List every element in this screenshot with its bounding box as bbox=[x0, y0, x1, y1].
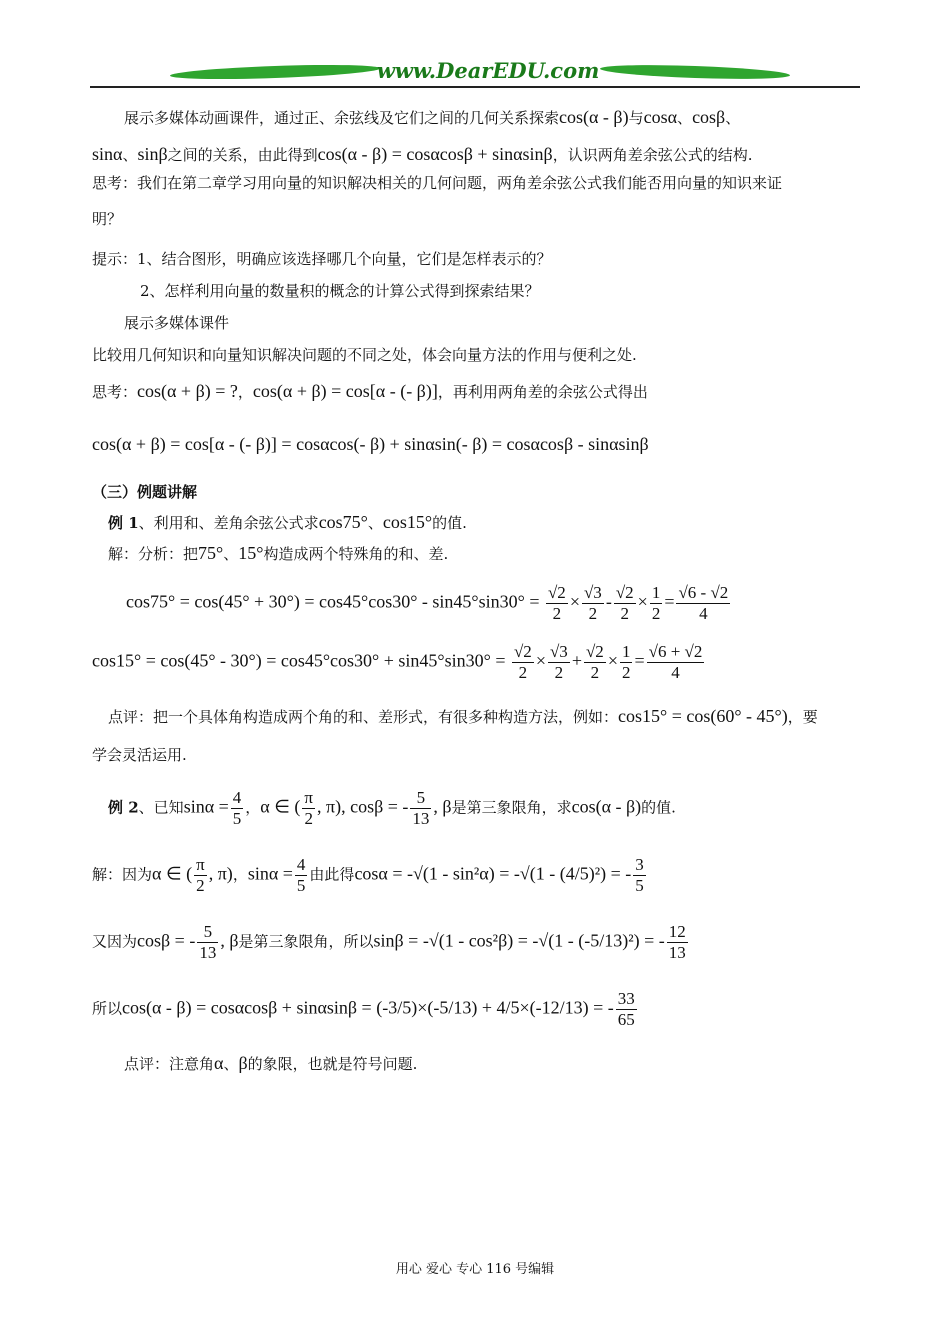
equation-cos75: cos75° = cos(45° + 30°) = cos45°cos30° - sin45°sin30° = $\frac{√2}{2}$ × $\frac{√3}{2}$ - $\frac{√2}{2}$ × $\frac{1}{2}$ = $\frac{√6 - √2}{4}$ bbox=[126, 583, 729, 623]
equation-cos15: cos15° = cos(45° - 30°) = cos45°cos30° + sin45°sin30° = $\frac{√2}{2}$ × $\frac{√3}{2}$ + $\frac{√2}{2}$ × $\frac{1}{2}$ = $\frac{√6 + √2}{4}$ bbox=[92, 642, 703, 682]
fraction: $\frac{√2}{2}$ bbox=[585, 642, 604, 682]
hint-1: 提示：1、结合图形，明确应该选择哪几个向量，它们是怎样表示的？ bbox=[92, 250, 552, 268]
right-leaf-decoration bbox=[600, 63, 790, 82]
fraction: $\frac{√2}{2}$ bbox=[547, 583, 566, 623]
header-rule bbox=[90, 86, 860, 88]
fraction: $\frac{33}{65}$ bbox=[617, 989, 635, 1029]
left-leaf-decoration bbox=[170, 62, 380, 81]
fraction: $\frac{12}{13}$ bbox=[668, 922, 686, 962]
fraction: $\frac{\pi}{2}$ bbox=[304, 788, 313, 828]
fraction: $\frac{5}{13}$ bbox=[199, 922, 217, 962]
hint-2: 2、怎样利用向量的数量积的概念的计算公式得到探索结果？ bbox=[140, 282, 540, 300]
solution-line-1: 解：因为α ∈ ( $\frac{\pi}{2}$ , π)，sinα = $\frac{4}{5}$ 由此得cosα = -√(1 - sin²α) = -√(1 - (4/5)²) = - $\frac{3}{5}$ bbox=[92, 855, 644, 895]
fraction: $\frac{4}{5}$ bbox=[232, 788, 242, 828]
example-2: 例 2、已知sinα = $\frac{4}{5}$ ，α ∈ ( $\frac{\pi}{2}$ , π), cosβ = - $\frac{5}{13}$ , β是第三象限角，求cos(α - β)的值. bbox=[108, 788, 676, 828]
example-1-analysis: 解：分析：把75°、15°构造成两个特殊角的和、差. bbox=[108, 543, 449, 563]
fraction: $\frac{1}{2}$ bbox=[621, 642, 631, 682]
fraction: $\frac{\pi}{2}$ bbox=[196, 855, 205, 895]
fraction: $\frac{√3}{2}$ bbox=[583, 583, 602, 623]
comment-2: 点评：注意角α、β的象限，也就是符号问题. bbox=[124, 1053, 418, 1073]
fraction: $\frac{√2}{2}$ bbox=[513, 642, 532, 682]
solution-line-2: 又因为cosβ = - $\frac{5}{13}$ , β是第三象限角，所以sinβ = -√(1 - cos²β) = -√(1 - (-5/13)²) = - $\frac{12}{13}$ bbox=[92, 922, 686, 962]
paragraph-2: sinα、sinβ之间的关系，由此得到cos(α - β) = cosαcosβ + sinαsinβ，认识两角差余弦公式的结构. bbox=[92, 144, 753, 164]
paragraph-1: 展示多媒体动画课件，通过正、余弦线及它们之间的几何关系探索cos(α - β)与cosα、cosβ、 bbox=[124, 107, 741, 127]
page-footer: 用心 爱心 专心 116 号编辑 bbox=[395, 1262, 555, 1277]
section-heading: （三）例题讲解 bbox=[92, 483, 198, 501]
paragraph-3: 思考：我们在第二章学习用向量的知识解决相关的几何问题，两角差余弦公式我们能否用向量的知识来证 bbox=[92, 174, 783, 192]
solution-line-3: 所以cos(α - β) = cosαcosβ + sinαsinβ = (-3/5)×(-5/13) + 4/5×(-12/13) = - $\frac{33}{65}$ bbox=[92, 989, 635, 1029]
fraction: $\frac{√6 + √2}{4}$ bbox=[648, 642, 703, 682]
paragraph-6: 展示多媒体课件 bbox=[124, 314, 230, 332]
paragraph-3b: 明？ bbox=[92, 210, 123, 228]
site-logo: www.DearEDU.com bbox=[376, 58, 600, 83]
paragraph-7: 比较用几何知识和向量知识解决问题的不同之处，体会向量方法的作用与便利之处. bbox=[92, 346, 637, 364]
fraction: $\frac{3}{5}$ bbox=[635, 855, 644, 895]
fraction: $\frac{4}{5}$ bbox=[296, 855, 306, 895]
fraction: $\frac{5}{13}$ bbox=[412, 788, 430, 828]
page-header bbox=[90, 56, 860, 92]
paragraph-8: 思考：cos(α + β) = ?，cos(α + β) = cos[α - (- β)]，再利用两角差的余弦公式得出 bbox=[92, 381, 648, 401]
example-1: 例 1、利用和、差角余弦公式求cos75°、cos15°的值. bbox=[108, 512, 467, 532]
fraction: $\frac{√6 - √2}{4}$ bbox=[678, 583, 729, 623]
fraction: $\frac{√3}{2}$ bbox=[549, 642, 568, 682]
document-body bbox=[92, 98, 862, 1075]
fraction: $\frac{√2}{2}$ bbox=[615, 583, 634, 623]
fraction: $\frac{1}{2}$ bbox=[651, 583, 661, 623]
comment-1-cont: 学会灵活运用. bbox=[92, 746, 187, 764]
formula-sum: cos(α + β) = cos[α - (- β)] = cosαcos(- β) + sinαsin(- β) = cosαcosβ - sinαsinβ bbox=[92, 434, 649, 454]
comment-1: 点评：把一个具体角构造成两个角的和、差形式，有很多种构造方法，例如：cos15° = cos(60° - 45°)，要 bbox=[108, 706, 818, 726]
